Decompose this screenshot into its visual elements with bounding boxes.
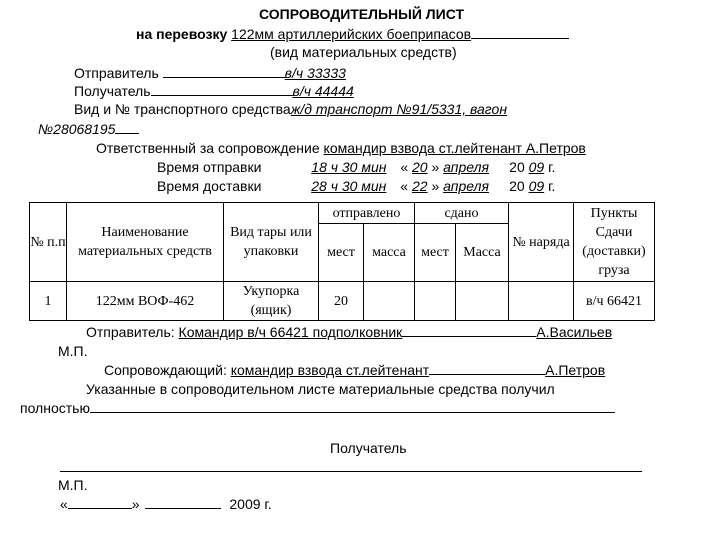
date-year: 2009 г.	[229, 496, 272, 512]
fully-line	[20, 400, 615, 416]
header-places-2: мест	[415, 224, 456, 282]
header-num: № п.п	[30, 203, 67, 282]
receiver-label: Получатель	[74, 83, 151, 99]
escort-value: командир взвода ст.лейтенант	[230, 362, 430, 378]
delivery-year: 09	[528, 178, 545, 194]
responsible-line	[96, 140, 586, 156]
recipient-signature-line	[60, 471, 642, 472]
header-sent: отправлено	[319, 203, 415, 224]
header-mass-2: Масса	[456, 224, 509, 282]
vehicle-label: Вид и № транспортного средства	[74, 101, 291, 117]
escort-label: Сопровождающий:	[104, 362, 227, 378]
row-tare: Укупорка (ящик)	[224, 282, 319, 321]
sender-underline	[163, 65, 285, 78]
departure-label: Время отправки	[157, 159, 262, 175]
header-name: Наименование материальных средств	[67, 203, 224, 282]
header-tare: Вид тары или упаковки	[224, 203, 319, 282]
row-points: в/ч 66421	[574, 282, 655, 321]
sender-label: Отправитель	[74, 65, 159, 81]
sender-sign-value: Командир в/ч 66421 подполковник	[178, 324, 403, 340]
transport-line	[136, 26, 569, 42]
escort-underline	[429, 362, 545, 375]
row-order	[509, 282, 574, 321]
delivery-label: Время доставки	[157, 178, 262, 194]
fully-underline	[90, 400, 615, 413]
sender-sign-line	[86, 324, 612, 340]
vehicle-line-2	[38, 121, 139, 137]
row-sent-mass	[364, 282, 415, 321]
row-num: 1	[30, 282, 67, 321]
vehicle-underline	[115, 121, 139, 134]
transport-underline	[471, 26, 569, 39]
row-handed-mass	[456, 282, 509, 321]
date-day-blank	[68, 496, 132, 509]
delivery-line: Время доставки 28 ч 30 мин « 22 » апреля 20 09 г.	[157, 178, 556, 194]
departure-line: Время отправки 18 ч 30 мин « 20 » апреля 20 09 г.	[157, 159, 556, 175]
header-points: Пункты Сдачи (доставки) груза	[574, 203, 655, 282]
transport-hint: (вид материальных средств)	[270, 44, 457, 60]
header-handed: сдано	[415, 203, 509, 224]
row-sent-places: 20	[319, 282, 364, 321]
stamp-place-2: М.П.	[58, 477, 88, 493]
transport-prefix: на перевозку	[136, 26, 228, 42]
delivery-day: 22	[411, 178, 428, 194]
header-order: № наряда	[509, 203, 574, 282]
vehicle-line	[74, 101, 507, 117]
date-month-blank	[145, 496, 221, 509]
departure-time: 18 ч 30 мин	[311, 159, 387, 175]
sender-value: в/ч 33333	[284, 65, 346, 81]
vehicle-value: ж/д транспорт №91/5331, вагон	[290, 101, 508, 117]
sender-sign-name: А.Васильев	[536, 324, 613, 340]
received-text: Указанные в сопроводительном листе материальные средства получил	[86, 381, 555, 397]
vehicle-value-2: №28068195	[38, 121, 116, 137]
responsible-label: Ответственный за сопровождение	[96, 140, 320, 156]
receiver-underline	[151, 83, 293, 96]
header-places: мест	[319, 224, 364, 282]
date-line: « » 2009 г.	[60, 496, 272, 512]
departure-month: апреля	[443, 159, 489, 175]
stamp-place-1: М.П.	[58, 343, 88, 359]
recipient-label: Получатель	[330, 440, 407, 456]
responsible-value: командир взвода ст.лейтенант А.Петров	[323, 140, 586, 156]
escort-line	[104, 362, 605, 378]
fully-label: полностью	[20, 400, 90, 416]
delivery-time: 28 ч 30 мин	[311, 178, 387, 194]
sender-line	[74, 65, 359, 81]
transport-value: 122мм артиллерийских боеприпасов	[231, 26, 472, 42]
receiver-value: в/ч 44444	[292, 83, 354, 99]
header-mass: масса	[364, 224, 415, 282]
document-title: СОПРОВОДИТЕЛЬНЫЙ ЛИСТ	[259, 6, 465, 22]
row-name: 122мм ВОФ-462	[67, 282, 224, 321]
departure-year: 09	[528, 159, 545, 175]
receiver-line	[74, 83, 367, 99]
departure-day: 20	[412, 159, 428, 175]
cargo-table	[29, 202, 655, 321]
sender-sign-label: Отправитель:	[86, 324, 175, 340]
escort-name: А.Петров	[545, 362, 606, 378]
delivery-month: апреля	[443, 178, 489, 194]
row-handed-places	[415, 282, 456, 321]
table-row	[30, 282, 655, 321]
sender-sign-underline	[402, 324, 536, 337]
